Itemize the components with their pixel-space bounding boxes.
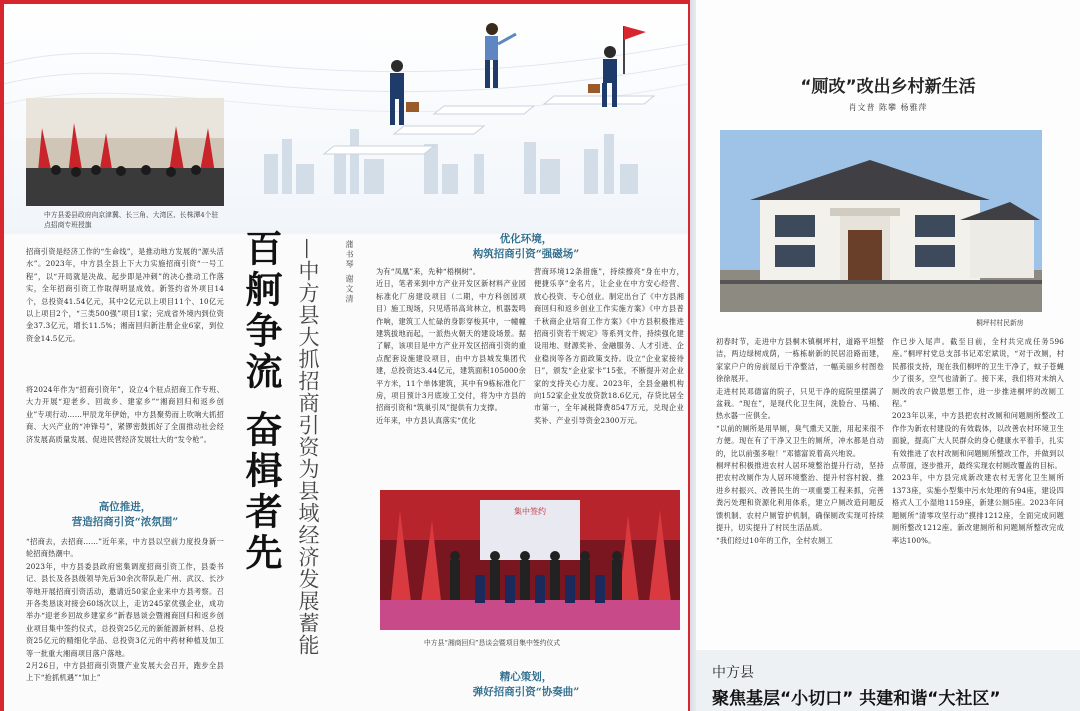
section-heading-high-level: 高位推进， 营造招商引资“浓氛围”: [71, 501, 179, 528]
article-paragraph-3: “招商去，去招商……”近年来，中方县以空前力度投身新一轮招商热潮中。 2023年，中方县委县政府密集调度招商引资工作，县委书记、县长及各县级领导先后30余次带队赴广州、武汉、长沙等地开展招商引资活动，邀请近50家企业来中方县考察。召开各类恳谈对接会60场次以上，走访245家优强企业，成功举办“迎老乡回故乡建家乡”新春恳谈会暨湘商回归和返乡创业项目集中签约仪式，总投资25亿元的新能源新材料、总投资25亿元的精细化学品、总投资3亿元的中药材种植及加工等一批重大湘商项目落户落地。 2月26日，中方县招商引资暨产业发展大会召开，跑步全县上下“抢抓机遇”“加上”: [26, 537, 224, 683]
toilet-reform-headline: “厕改”改出乡村新生活: [800, 77, 976, 97]
house-photo-caption: 桐坪村村民新房: [976, 319, 1024, 327]
sub-headline: —中方县大抓招商引资为县域经济发展蓄能: [296, 238, 320, 656]
right-byline: 肖文普 陈攀 杨雅萍: [848, 103, 928, 112]
left-byline: 蒲书琴 谢文清: [345, 240, 354, 305]
next-article-headline: 聚焦基层“小切口” 共建和谐“大社区”: [712, 689, 1001, 709]
article-paragraph-2: 将2024年作为“招商引资年”，设立4个驻点招商工作专班、大力开展“迎老乡、回故乡、建家乡”“湘商回归和返乡创业”专项行动……甲辰龙年伊始，中方县聚势而上吹响大抓招商、大兴产业的“冲锋号”，紧锣密鼓抓好了全面推动社会经济发展高质量发展、促进民营经济发展壮大的“发令枪”。: [26, 385, 224, 444]
signing-photo-caption: 中方县“湘商回归”恳谈会暨项目集中签约仪式: [424, 639, 561, 647]
village-house-photo: [720, 130, 1042, 312]
article-column-3: 为有“凤凰”来，先种“梧桐树”。 近日，笔者来到中方产业开发区新材料产业园标准化厂房建设项目（二期，中方科创园项目）施工现场，只见塔吊高耸林立，机器轰鸣作响，建筑工人忙碌的身影穿梭其中，一幢幢建筑拔地而起，一派热火朝天的建设场景。据了解，该项目是中方产业开发区招商引资的重点配套设施建设项目，由中方县城发集团代建，总投资达3.44亿元，建筑面积105000余平方米，11个单体建筑，其中有9栋标准化厂房，项目预计3月底竣工交付，将为中方县的招商引资和“筑巢引凤”提供有力支撑。 近年来，中方县认真落实“优化: [376, 267, 526, 425]
main-headline: 百舸争流 奋楫者先: [239, 229, 282, 574]
stage-screen-text: 集中签约: [514, 507, 546, 516]
right-article-column-1: 初春时节，走进中方县桐木镇桐坪村，道路平坦整洁，两边绿树成荫，一栋栋崭新的民居沿路而建，家家户户的房前屋后干净整洁，一幅美丽乡村图卷徐徐展开。 走进村民邓德富的院子，只见干净的庭院里摆满了盆栽。“现在”，是现代化卫生间，洗脸台、马桶、热水器一应俱全。 “以前的厕所是用旱厕，臭气熏天又脏，用起来很不方便。现在有了干净又卫生的厕所，冲水都是自动的，比以前强多啦！”邓德富说着高兴地说。 桐坪村积极推进农村人居环境整治提升行动，坚持把农村改厕作为人居环境整治、提升村容村貌、推进乡村振兴、改善民生的一项重要工程来抓，完善粪污处理和资源化利用体系，建立户厕改造问题反馈机制、农村户厕管护机制，确保厕改实现可持续提升，切实提升了村民生活品质。 “我们经过10年的工作，全村农厕工: [716, 337, 884, 545]
section-heading-planning: 精心策划， 弹好招商引资“协奏曲”: [472, 671, 580, 698]
next-article-location: 中方县: [712, 665, 754, 681]
right-newspaper-page: [696, 0, 1080, 711]
article-column-4: 营商环境12条措施”，持续擦亮“身在中方，便捷乐享”金名片，让企业在中方安心经营、放心投资、专心创业。制定出台了《中方县湘商回归和返乡创业工作实施方案》《中方县普千秋商企业培育工作方案》《中方县积极推进招商引资若干规定》等系列文件，持续强化建设用地、财源奖补、金融服务、人才引进、企业稳岗等各方面政策支持。设立“企业家接待日”，颁发“企业家卡”15张，不断提升对企业家的支持关心力度。2023年，全县金融机构向152家企业发放贷款18.6亿元，存贷比居全市第一，全年减税降费8547万元，兑现企业奖补、产业引导资金2300万元。: [534, 267, 684, 425]
signing-ceremony-photo: [380, 490, 680, 630]
meeting-photo: [26, 98, 224, 206]
article-paragraph-1: 招商引资是经济工作的“生命线”，是推动地方发展的“源头活水”。2023年，中方县全县上下大力实施招商引资“一号工程”，以“开局就是决战、起步即是冲刺”的决心推动工作落实，全年招商引资工作取得明显成效。新签约省外项目14个，总投资41.54亿元，其中2亿元以上项目11个、10亿元以上项目2个，“三类500强”项目1家；完成省外境内到位资金37.3亿元，增长11.5%；湘南回归新注册企业6家，到位资金14.5亿元。: [26, 247, 224, 343]
right-article-column-2: 作已步入尾声。截至目前，全村共完成任务596座。”桐坪村党总支部书记邓宏斌说，“对于改厕，村民都很支持，现在我们桐坪的卫生干净了，蚊子苍蝇少了很多，空气也清新了。接下来，我们将对未纳入厕改的农户做思想工作，进一步推进桐坪的改厕工程。” 2023年以来，中方县把农村改厕和问题厕所整改工作作为新农村建设的有效载体，以改善农村环境卫生面貌，提高广大人民群众的身心健康水平着手，扎实有效推进了农村改厕和问题厕所整改工作，并做到以点带面，逐步推开，最终实现农村厕改覆盖的目标。 2023年，中方县完成新改建农村无害化卫生厕所1373座，实施小型集中污水处理的有94座，建设四格式人工小湿地1159座，新建公厕5座。2023年问题厕所“清零攻坚行动”摸排1212座，全面完成问题厕所整改1212座。新改建厕所和问题厕所整改完成率达100%。: [892, 337, 1064, 545]
meeting-photo-caption: 中方县委县政府向京津冀、长三角、大湾区、长株潭4个驻点招商专班授旗: [44, 211, 219, 229]
section-heading-environment: 优化环境， 构筑招商引资“强磁场”: [472, 233, 580, 260]
